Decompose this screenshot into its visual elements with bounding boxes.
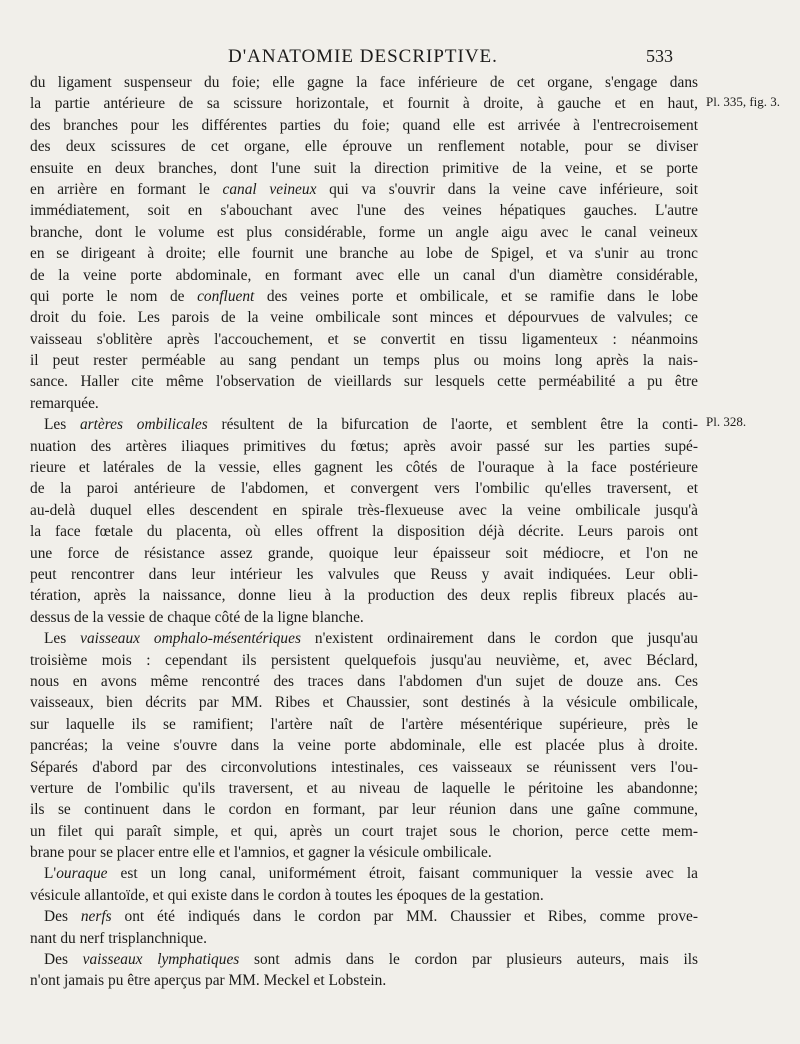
text-line	[30, 564, 698, 585]
body-text	[30, 72, 698, 992]
text-run: en arrière en formant le	[30, 180, 223, 198]
text-line	[30, 414, 698, 435]
text-line	[30, 842, 698, 863]
text-line	[30, 371, 698, 392]
text-run: immédiatement, soit en s'abouchant avec l'une des veines hépatiques gauches. L'autre	[30, 202, 698, 220]
text-run: des deux scissures de cet organe, elle éprouve un renflement notable, pour se diviser	[30, 138, 698, 156]
text-run: remarquée.	[30, 394, 99, 412]
text-line	[30, 692, 698, 713]
text-line	[30, 500, 698, 521]
text-line	[30, 286, 698, 307]
text-run: de la veine porte abdominale, en formant avec elle un canal d'un diamètre considérable,	[30, 266, 698, 284]
text-run: vaisseau s'oblitère après l'accouchement, et se convertit en tissu ligamenteux : néanmoins	[30, 330, 698, 348]
text-line	[30, 329, 698, 350]
text-run: des veines porte et ombilicale, et se ramifie dans le lobe	[254, 287, 698, 305]
italic-term: artères ombilicales	[79, 416, 208, 434]
italic-term: vaisseaux omphalo-mésentériques	[80, 630, 301, 648]
text-run: branche, dont le volume est plus considérable, forme un angle aigu avec le canal veineux	[30, 223, 698, 241]
text-run: rieure et latérales de la vessie, elles gagnent les côtés de l'ouraque à la face postérieure	[30, 459, 698, 477]
text-line	[30, 158, 698, 179]
text-run: Des	[44, 951, 83, 969]
text-run: du ligament suspenseur du foie; elle gagne la face inférieure de cet organe, s'engage dans	[30, 74, 698, 91]
text-line	[30, 521, 698, 542]
text-line	[30, 200, 698, 221]
text-run: Les	[44, 416, 80, 434]
running-title: D'ANATOMIE DESCRIPTIVE.	[228, 46, 498, 67]
text-run: vaisseaux, bien décrits par MM. Ribes et Chaussier, sont destinés à la vésicule ombilicale,	[30, 694, 698, 712]
text-line	[30, 543, 698, 564]
text-run: de la paroi antérieure de l'abdomen, et convergent vers l'ombilic qu'elles traversent, et	[30, 480, 698, 498]
text-run: la partie antérieure de sa scissure horizontale, et fournit à droite, à gauche et en haut,	[30, 95, 698, 113]
text-run: n'existent ordinairement dans le cordon que jusqu'au	[300, 630, 698, 648]
text-run: qui porte le nom de	[30, 287, 198, 305]
text-run: ont été indiqués dans le cordon par MM. Chaussier et Ribes, comme prove-	[111, 908, 698, 926]
text-run: sont admis dans le cordon par plusieurs auteurs, mais ils	[239, 951, 698, 969]
text-run: un filet qui paraît simple, et qui, après un court trajet sous le chorion, perce cette mem-	[30, 822, 698, 840]
text-line	[30, 799, 698, 820]
text-line	[30, 885, 698, 906]
text-line	[30, 265, 698, 286]
text-line	[30, 179, 698, 200]
text-run: au-delà duquel elles descendent en spirale très-flexueuse avec la veine ombilicale jusqu'à	[30, 501, 698, 519]
text-line	[30, 671, 698, 692]
italic-term: nerfs	[80, 908, 112, 926]
text-line	[30, 821, 698, 842]
text-line	[30, 350, 698, 371]
italic-term: ouraque	[56, 865, 108, 883]
text-run: ils se continuent dans le cordon en formant, par leur réunion dans une gaîne commune,	[30, 801, 698, 819]
text-line	[30, 949, 698, 970]
text-run: Séparés d'abord par des circonvolutions intestinales, ces vaisseaux se réunissent vers l'ou-	[30, 758, 698, 776]
text-line	[30, 928, 698, 949]
text-line	[30, 863, 698, 884]
text-line	[30, 757, 698, 778]
text-run: nuation des artères iliaques primitives du fœtus; après avoir passé sur les parties supé-	[30, 437, 698, 455]
text-run: la face fœtale du placenta, où elles offrent la disposition déjà décrite. Leurs parois ont	[30, 523, 698, 541]
text-line	[30, 457, 698, 478]
text-line	[30, 115, 698, 136]
text-run: dessus de la vessie de chaque côté de la ligne blanche.	[30, 608, 364, 626]
text-line	[30, 970, 698, 991]
text-run: peut rencontrer dans leur intérieur les valvules que Reuss y avait indiquées. Leur obli-	[30, 565, 698, 583]
text-line	[30, 72, 698, 93]
text-run: nant du nerf trisplanchnique.	[30, 929, 207, 947]
text-run: verture de l'ombilic qu'ils traversent, et au niveau de laquelle le péritoine les abandonne;	[30, 779, 698, 797]
text-line	[30, 778, 698, 799]
text-run: une force de résistance assez grande, quoique leur épaisseur soit médiocre, et l'on ne	[30, 544, 698, 562]
text-line	[30, 607, 698, 628]
text-line	[30, 906, 698, 927]
margin-note-plate: Pl. 335, fig. 3.	[706, 94, 781, 109]
page-number: 533	[646, 46, 673, 66]
margin-note-plate: Pl. 328.	[706, 414, 747, 429]
text-line	[30, 93, 698, 114]
text-line	[30, 222, 698, 243]
text-run: droit du foie. Les parois de la veine ombilicale sont minces et dépourvues de valvules; ce	[30, 309, 698, 327]
text-line	[30, 436, 698, 457]
text-run: pancréas; la veine s'ouvre dans la veine porte abdominale, elle est placée plus à droite.	[30, 737, 698, 755]
text-run: Les	[44, 630, 81, 648]
text-run: L'	[44, 865, 57, 883]
text-run: vésicule allantoïde, et qui existe dans le cordon à toutes les époques de la gestation.	[30, 886, 544, 904]
text-line	[30, 478, 698, 499]
text-run: sur laquelle ils se ramifient; l'artère naît de l'artère mésentérique supérieure, près le	[30, 715, 698, 733]
italic-term: confluent	[197, 287, 255, 305]
text-run: sance. Haller cite même l'observation de vieillards sur lesquels cette perméabilité a pu être	[30, 373, 698, 391]
page-header	[0, 46, 800, 70]
text-run: troisième mois : cependant ils persistent quelquefois jusqu'au neuvième, et, avec Béclard,	[30, 651, 698, 669]
text-line	[30, 628, 698, 649]
text-run: résultent de la bifurcation de l'aorte, et semblent être la conti-	[207, 416, 698, 434]
text-line	[30, 307, 698, 328]
text-line	[30, 243, 698, 264]
text-line	[30, 735, 698, 756]
text-line	[30, 136, 698, 157]
text-run: des branches pour les différentes parties du foie; quand elle est arrivée à l'entrecroisement	[30, 116, 698, 134]
text-run: nous en avons même rencontré des traces dans l'abdomen d'un sujet de douze ans. Ces	[30, 672, 698, 690]
text-line	[30, 585, 698, 606]
text-run: qui va s'ouvrir dans la veine cave inférieure, soit	[316, 180, 698, 198]
italic-term: canal veineux	[222, 180, 317, 198]
text-line	[30, 714, 698, 735]
text-run: tération, après la naissance, donne lieu à la production des deux replis fibreux placés au-	[30, 587, 698, 605]
italic-term: vaisseaux lymphatiques	[82, 951, 240, 969]
text-run: Des	[44, 908, 81, 926]
text-run: en se dirigeant à droite; elle fournit une branche au lobe de Spigel, et va s'unir au tronc	[30, 245, 698, 263]
text-run: il peut rester perméable au sang pendant un temps plus ou moins long après la nais-	[30, 352, 698, 370]
text-run: brane pour se placer entre elle et l'amnios, et gagner la vésicule ombilicale.	[30, 844, 492, 862]
text-run: est un long canal, uniformément étroit, faisant communiquer la vessie avec la	[107, 865, 698, 883]
text-line	[30, 393, 698, 414]
text-run: ensuite en deux branches, dont l'une suit la direction primitive de la veine, et se porte	[30, 159, 698, 177]
text-line	[30, 650, 698, 671]
text-run: n'ont jamais pu être aperçus par MM. Meckel et Lobstein.	[30, 972, 387, 990]
